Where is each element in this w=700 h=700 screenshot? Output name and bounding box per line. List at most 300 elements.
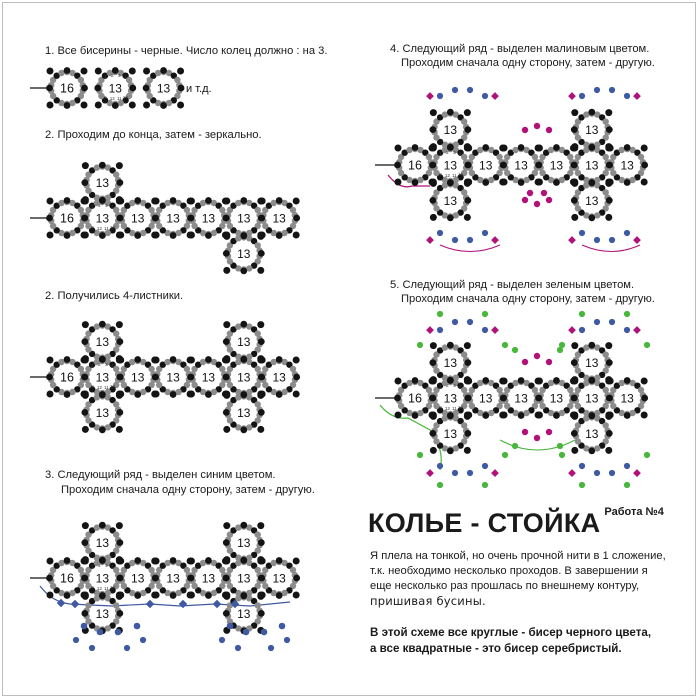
- bead-number: 1: [91, 363, 94, 368]
- bead-legend: [370, 625, 670, 657]
- black-bead: [82, 355, 89, 362]
- black-bead: [553, 144, 560, 151]
- black-bead: [99, 426, 106, 433]
- black-bead: [464, 126, 471, 133]
- black-bead: [82, 426, 89, 433]
- black-bead: [536, 145, 543, 152]
- black-bead: [64, 197, 71, 204]
- black-bead: [188, 575, 195, 582]
- black-bead: [412, 377, 419, 384]
- ring-number-label: 13: [166, 571, 180, 586]
- black-bead: [223, 539, 230, 546]
- ring-number-label: 13: [585, 123, 599, 138]
- black-bead: [501, 378, 508, 385]
- black-bead: [482, 144, 489, 151]
- ring-number-label: 16: [60, 81, 74, 96]
- black-bead: [571, 430, 578, 437]
- black-bead: [430, 180, 437, 187]
- black-bead: [188, 558, 195, 565]
- black-bead: [276, 197, 283, 204]
- black-bead: [606, 395, 613, 402]
- colored-bead: [534, 435, 540, 441]
- colored-bead: [467, 319, 473, 325]
- ring-number-label: 13: [237, 370, 251, 385]
- colored-bead: [522, 429, 528, 435]
- black-bead: [152, 215, 159, 222]
- black-bead: [143, 68, 150, 75]
- black-bead: [129, 102, 136, 109]
- black-bead: [223, 321, 230, 328]
- black-bead: [99, 162, 106, 169]
- square-bead: [426, 92, 434, 100]
- black-bead: [588, 144, 595, 151]
- black-bead: [64, 232, 71, 239]
- black-bead: [464, 430, 471, 437]
- black-bead: [257, 321, 264, 328]
- black-bead: [605, 342, 612, 349]
- black-bead: [82, 593, 89, 600]
- black-bead: [81, 575, 88, 582]
- black-bead: [112, 102, 119, 109]
- black-bead: [605, 447, 612, 454]
- colored-bead: [437, 230, 443, 236]
- colored-bead: [512, 347, 518, 353]
- black-bead: [501, 179, 508, 186]
- colored-bead: [546, 127, 552, 133]
- ring-number-label: 13: [237, 536, 251, 551]
- black-bead: [464, 359, 471, 366]
- ring-number-label: 13: [585, 193, 599, 208]
- thread-path: [582, 245, 640, 252]
- bead-number: 11: [452, 173, 457, 178]
- ring-number-label: 13: [272, 211, 286, 226]
- ring-number-label: 13: [514, 158, 528, 173]
- black-bead: [276, 356, 283, 363]
- black-bead: [447, 179, 454, 186]
- bead-number: 1: [104, 74, 107, 79]
- black-bead: [81, 85, 88, 92]
- black-bead: [240, 232, 247, 239]
- ring-number-label: 13: [95, 211, 110, 226]
- black-bead: [447, 342, 454, 349]
- black-bead: [81, 338, 88, 345]
- bead-number: 9: [439, 405, 442, 410]
- ring-number-label: 13: [443, 158, 458, 173]
- black-bead: [240, 356, 247, 363]
- colored-bead: [557, 443, 563, 449]
- black-bead: [47, 232, 54, 239]
- black-bead: [81, 409, 88, 416]
- black-bead: [170, 232, 177, 239]
- ring-number-label: 13: [131, 571, 145, 586]
- step3-caption: 2. Получились 4-листники.: [45, 290, 184, 302]
- black-bead: [64, 592, 71, 599]
- black-bead: [153, 558, 160, 565]
- ring-number-label: 13: [585, 356, 599, 371]
- black-bead: [223, 426, 230, 433]
- description-text: Я плела на тонкой, но очень прочной нити в 1 сложение, т.к. необходимо несколько проходов. В завершении я еще несколько раз прошлась по внешнему контуру,: [370, 550, 666, 592]
- black-bead: [188, 391, 195, 398]
- black-bead: [276, 391, 283, 398]
- black-bead: [447, 447, 454, 454]
- black-bead: [177, 102, 184, 109]
- black-bead: [116, 610, 123, 617]
- colored-bead: [609, 319, 615, 325]
- bead-number: 2: [446, 150, 449, 155]
- black-bead: [464, 214, 471, 221]
- colored-bead: [452, 87, 458, 93]
- black-bead: [99, 391, 106, 398]
- colored-bead: [594, 319, 600, 325]
- black-bead: [395, 378, 402, 385]
- black-bead: [117, 592, 124, 599]
- bead-number: 4: [111, 363, 114, 368]
- black-bead: [607, 179, 614, 186]
- black-bead: [465, 145, 472, 152]
- black-bead: [624, 377, 631, 384]
- black-bead: [99, 592, 106, 599]
- bead-number: 2: [98, 362, 101, 367]
- bead-number: 9: [91, 585, 94, 590]
- black-bead: [81, 179, 88, 186]
- black-bead: [134, 592, 141, 599]
- bead-number: 12: [96, 586, 102, 591]
- colored-bead: [609, 470, 615, 476]
- colored-bead: [527, 190, 533, 196]
- bead-number: 4: [459, 384, 462, 389]
- black-bead: [117, 575, 124, 582]
- black-bead: [259, 232, 266, 239]
- black-bead: [170, 391, 177, 398]
- black-bead: [571, 447, 578, 454]
- black-bead: [240, 267, 247, 274]
- black-bead: [81, 610, 88, 617]
- black-bead: [143, 102, 150, 109]
- colored-bead: [534, 201, 540, 207]
- colored-bead: [594, 87, 600, 93]
- black-bead: [430, 413, 437, 420]
- legend-line-round: В этой схеме все круглые - бисер черного цвета,: [370, 626, 652, 639]
- black-bead: [588, 412, 595, 419]
- black-bead: [641, 162, 648, 169]
- black-bead: [464, 197, 471, 204]
- ring-number-label: 13: [585, 426, 599, 441]
- black-bead: [395, 179, 402, 186]
- black-bead: [293, 357, 300, 364]
- black-bead: [430, 447, 437, 454]
- bead-number: 10: [457, 172, 463, 177]
- black-bead: [518, 412, 525, 419]
- black-bead: [82, 392, 89, 399]
- colored-bead: [579, 230, 585, 236]
- ring-number-label: 13: [585, 391, 599, 406]
- ring-number-label: 13: [95, 405, 110, 420]
- ring-number-label: 16: [408, 158, 422, 173]
- colored-bead: [624, 93, 630, 99]
- bead-number: 12: [444, 173, 450, 178]
- black-bead: [188, 592, 195, 599]
- black-bead: [116, 539, 123, 546]
- black-bead: [240, 197, 247, 204]
- step4-caption-line1: 3. Следующий ряд - выделен синим цветом.: [45, 469, 276, 481]
- colored-bead: [73, 637, 79, 643]
- black-bead: [482, 377, 489, 384]
- black-bead: [464, 342, 471, 349]
- black-bead: [223, 575, 230, 582]
- black-bead: [259, 592, 266, 599]
- black-bead: [81, 215, 88, 222]
- ring-number-label: 13: [479, 391, 493, 406]
- ring-number-label: 13: [443, 356, 458, 371]
- black-bead: [81, 68, 88, 75]
- black-bead: [152, 374, 159, 381]
- bead-number: 12: [109, 96, 115, 101]
- black-bead: [412, 179, 419, 186]
- square-bead: [426, 469, 434, 477]
- bead-number: 3: [453, 150, 456, 155]
- black-bead: [536, 162, 543, 169]
- colored-bead: [467, 470, 473, 476]
- black-bead: [47, 391, 54, 398]
- ring-number-label: 13: [237, 211, 251, 226]
- square-bead: [146, 600, 154, 608]
- bead-number: 4: [111, 564, 114, 569]
- colored-bead: [452, 470, 458, 476]
- colored-bead: [624, 463, 630, 469]
- black-bead: [276, 592, 283, 599]
- black-bead: [99, 321, 106, 328]
- black-bead: [605, 109, 612, 116]
- ring-number-label: 13: [237, 571, 251, 586]
- black-bead: [116, 409, 123, 416]
- black-bead: [430, 214, 437, 221]
- black-bead: [134, 391, 141, 398]
- colored-bead: [522, 197, 528, 203]
- colored-bead: [437, 311, 443, 317]
- black-bead: [82, 321, 89, 328]
- colored-bead: [482, 463, 488, 469]
- black-bead: [134, 232, 141, 239]
- step5-caption-line1: 4. Следующий ряд - выделен малиновым цветом.: [390, 43, 650, 55]
- bead-number: 10: [109, 225, 115, 230]
- ring-number-label: 16: [60, 370, 74, 385]
- bead-number: 3: [118, 73, 121, 78]
- black-bead: [641, 145, 648, 152]
- colored-bead: [235, 645, 241, 651]
- black-bead: [429, 162, 436, 169]
- black-bead: [153, 357, 160, 364]
- colored-bead: [502, 342, 508, 348]
- ring-number-label: 13: [443, 426, 458, 441]
- square-bead: [213, 600, 221, 608]
- black-bead: [571, 109, 578, 116]
- black-bead: [429, 126, 436, 133]
- black-bead: [223, 392, 230, 399]
- black-bead: [94, 85, 101, 92]
- black-bead: [160, 102, 167, 109]
- ring-number-label: 13: [443, 193, 458, 208]
- colored-bead: [546, 359, 552, 365]
- ring-number-label: 13: [237, 606, 251, 621]
- black-bead: [223, 522, 230, 529]
- bead-number: 1: [439, 151, 442, 156]
- colored-bead: [609, 87, 615, 93]
- black-bead: [223, 409, 230, 416]
- ring-number-label: 13: [95, 335, 110, 350]
- black-bead: [47, 68, 54, 75]
- colored-bead: [284, 637, 290, 643]
- black-bead: [117, 558, 124, 565]
- black-bead: [134, 557, 141, 564]
- colored-bead: [522, 127, 528, 133]
- black-bead: [240, 321, 247, 328]
- black-bead: [430, 376, 437, 383]
- square-bead: [491, 326, 499, 334]
- black-bead: [258, 409, 265, 416]
- black-bead: [293, 558, 300, 565]
- colored-bead: [594, 470, 600, 476]
- black-bead: [143, 85, 150, 92]
- description-emphasis: пришивая бусины.: [370, 594, 486, 608]
- bead-number: 12: [444, 406, 450, 411]
- black-bead: [293, 215, 300, 222]
- black-bead: [153, 592, 160, 599]
- black-bead: [588, 342, 595, 349]
- black-bead: [447, 214, 454, 221]
- black-bead: [99, 232, 106, 239]
- black-bead: [607, 378, 614, 385]
- bead-number: 1: [91, 564, 94, 569]
- colored-bead: [124, 645, 130, 651]
- black-bead: [47, 357, 54, 364]
- black-bead: [571, 126, 578, 133]
- black-bead: [571, 162, 578, 169]
- black-bead: [429, 359, 436, 366]
- black-bead: [81, 102, 88, 109]
- colored-bead: [579, 327, 585, 333]
- black-bead: [394, 162, 401, 169]
- black-bead: [129, 68, 136, 75]
- black-bead: [240, 557, 247, 564]
- black-bead: [430, 342, 437, 349]
- black-bead: [395, 145, 402, 152]
- black-bead: [47, 592, 54, 599]
- black-bead: [412, 412, 419, 419]
- black-bead: [223, 355, 230, 362]
- ring-number-label: 13: [95, 176, 110, 191]
- black-bead: [82, 196, 89, 203]
- black-bead: [82, 522, 89, 529]
- black-bead: [47, 198, 54, 205]
- colored-bead: [268, 645, 274, 651]
- black-bead: [47, 102, 54, 109]
- ring-number-label: 16: [60, 571, 74, 586]
- colored-bead: [534, 123, 540, 129]
- bead-number: 3: [105, 203, 108, 208]
- black-bead: [81, 374, 88, 381]
- etc-label: и т.д.: [186, 83, 212, 95]
- black-bead: [293, 575, 300, 582]
- black-bead: [116, 321, 123, 328]
- black-bead: [47, 558, 54, 565]
- colored-bead: [227, 623, 234, 630]
- black-bead: [257, 522, 264, 529]
- black-bead: [258, 539, 265, 546]
- black-bead: [257, 426, 264, 433]
- legend-line-square: а все квадратные - это бисер серебристый.: [370, 642, 622, 655]
- square-bead: [426, 326, 434, 334]
- colored-bead: [437, 93, 443, 99]
- black-bead: [223, 267, 230, 274]
- black-bead: [430, 109, 437, 116]
- black-bead: [81, 539, 88, 546]
- black-bead: [394, 395, 401, 402]
- ring-number-label: 13: [620, 391, 634, 406]
- black-bead: [536, 179, 543, 186]
- ring-number-label: 13: [131, 211, 145, 226]
- colored-bead: [261, 629, 268, 636]
- bead-number: 10: [457, 405, 463, 410]
- black-bead: [223, 233, 230, 240]
- black-bead: [258, 250, 265, 257]
- black-bead: [588, 214, 595, 221]
- black-bead: [588, 109, 595, 116]
- colored-bead: [452, 319, 458, 325]
- ring-number-label: 13: [549, 158, 564, 173]
- black-bead: [606, 197, 613, 204]
- black-bead: [188, 215, 195, 222]
- black-bead: [500, 162, 507, 169]
- black-bead: [606, 430, 613, 437]
- ring-number-label: 13: [95, 536, 110, 551]
- square-bead: [71, 600, 79, 608]
- black-bead: [606, 359, 613, 366]
- black-bead: [258, 338, 265, 345]
- black-bead: [116, 522, 123, 529]
- black-bead: [571, 342, 578, 349]
- colored-bead: [624, 327, 630, 333]
- bead-number: 12: [96, 385, 102, 390]
- black-bead: [429, 197, 436, 204]
- step5-caption-line2: Проходим сначала одну сторону, затем - другую.: [401, 57, 655, 69]
- black-bead: [153, 232, 160, 239]
- black-bead: [624, 412, 631, 419]
- colored-bead: [140, 637, 146, 643]
- black-bead: [553, 179, 560, 186]
- black-bead: [116, 162, 123, 169]
- black-bead: [240, 592, 247, 599]
- black-bead: [117, 215, 124, 222]
- ring-number-label: 13: [201, 370, 216, 385]
- black-bead: [465, 395, 472, 402]
- ring-number-label: 16: [60, 211, 74, 226]
- black-bead: [64, 391, 71, 398]
- colored-bead: [541, 190, 547, 196]
- black-bead: [64, 67, 71, 74]
- black-bead: [607, 412, 614, 419]
- black-bead: [500, 395, 507, 402]
- colored-bead: [97, 629, 104, 636]
- black-bead: [99, 522, 106, 529]
- black-bead: [259, 198, 266, 205]
- square-bead: [491, 92, 499, 100]
- black-bead: [464, 109, 471, 116]
- bead-number: 2: [98, 563, 101, 568]
- black-bead: [95, 68, 102, 75]
- black-bead: [293, 391, 300, 398]
- bead-number: 1: [91, 204, 94, 209]
- step6-caption-line1: 5. Следующий ряд - выделен зеленым цветом.: [390, 279, 635, 291]
